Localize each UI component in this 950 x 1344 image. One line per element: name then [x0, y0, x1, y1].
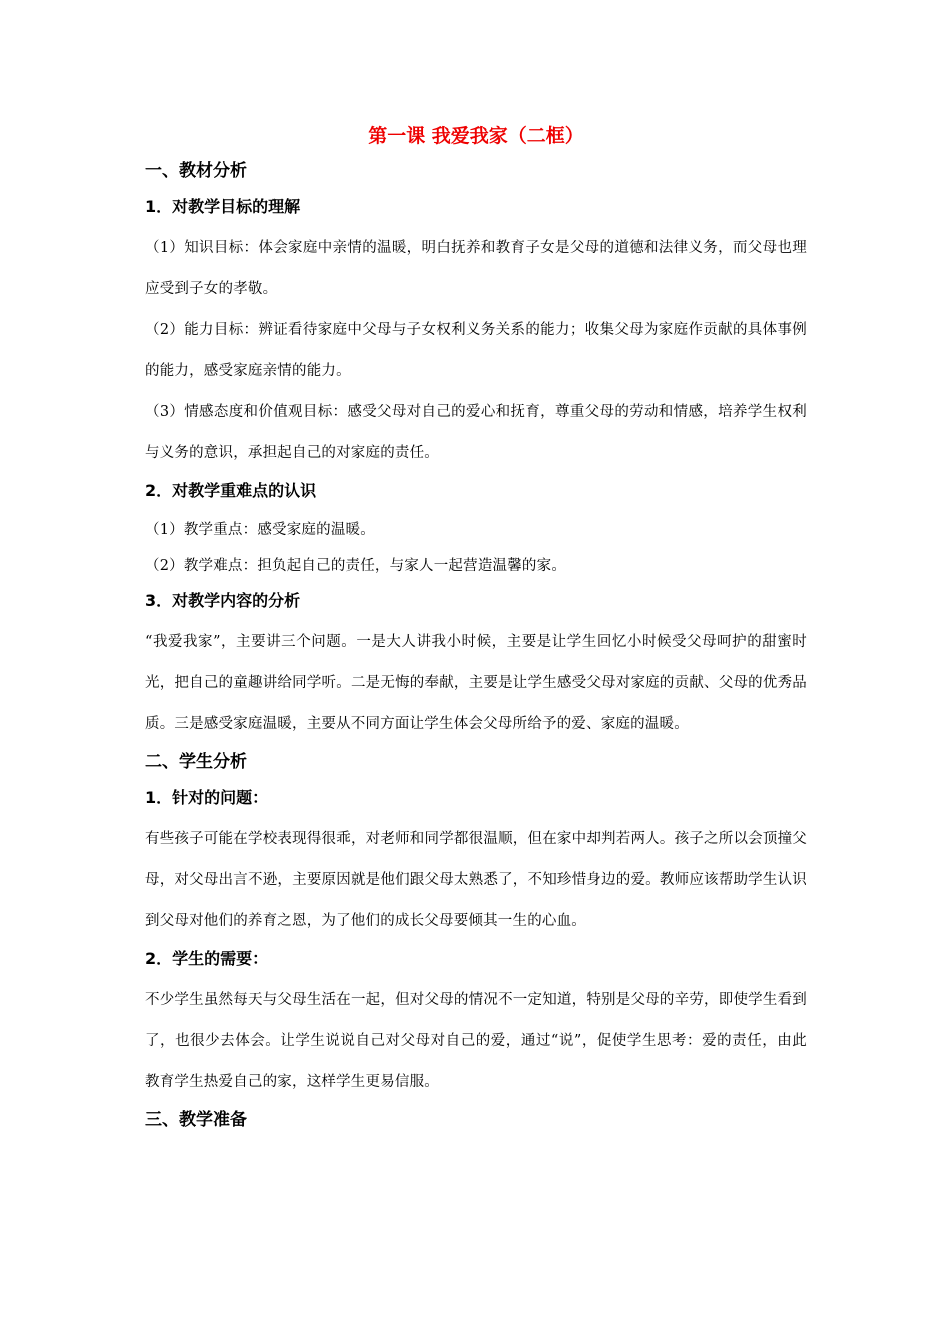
key-point: （1）教学重点：感受家庭的温暖。	[145, 522, 375, 538]
subheading-targeted-problems: 1．针对的问题：	[145, 788, 269, 807]
goal-knowledge: （1）知识目标：体会家庭中亲情的温暖，明白抚养和教育子女是父母的道德和法律义务，而父母也理应受到子女的孝敬。	[145, 240, 807, 297]
section-heading-teaching-preparation: 三、教学准备	[145, 1110, 247, 1130]
difficult-point: （2）教学难点：担负起自己的责任，与家人一起营造温馨的家。	[145, 558, 567, 574]
content-analysis-text: “我爱我家”，主要讲三个问题。一是大人讲我小时候，主要是让学生回忆小时候受父母呵护的甜蜜时光，把自己的童趣讲给同学听。二是无悔的奉献，主要是让学生感受父母对家庭的贡献、父母的优秀品质。三是感受家庭温暖，主要从不同方面让学生体会父母所给予的爱、家庭的温暖。	[145, 634, 807, 732]
goal-emotion-values: （3）情感态度和价值观目标：感受父母对自己的爱心和抚育，尊重父母的劳动和情感，培养学生权利与义务的意识，承担起自己的对家庭的责任。	[145, 404, 807, 461]
subheading-content-analysis: 3．对教学内容的分析	[145, 591, 301, 610]
section-heading-textbook-analysis: 一、教材分析	[145, 161, 247, 181]
targeted-problems-text: 有些孩子可能在学校表现得很乖，对老师和同学都很温顺，但在家中却判若两人。孩子之所以会顶撞父母，对父母出言不逊，主要原因就是他们跟父母太熟悉了，不知珍惜身边的爱。教师应该帮助学生认识到父母对他们的养育之恩，为了他们的成长父母要倾其一生的心血。	[145, 831, 807, 929]
document-content	[145, 120, 807, 1143]
section-heading-student-analysis: 二、学生分析	[145, 752, 247, 772]
subheading-student-needs: 2．学生的需要：	[145, 949, 269, 968]
subheading-key-difficult-points: 2．对教学重难点的认识	[145, 481, 317, 500]
document-title: 第一课 我爱我家（二框）	[368, 125, 584, 147]
goal-ability: （2）能力目标：辨证看待家庭中父母与子女权利义务关系的能力；收集父母为家庭作贡献的具体事例的能力，感受家庭亲情的能力。	[145, 322, 807, 379]
subheading-teaching-goals: 1．对教学目标的理解	[145, 197, 301, 216]
student-needs-text: 不少学生虽然每天与父母生活在一起，但对父母的情况不一定知道，特别是父母的辛劳，即使学生看到了，也很少去体会。让学生说说自己对父母对自己的爱，通过“说”，促使学生思考：爱的责任，由此教育学生热爱自己的家，这样学生更易信服。	[145, 992, 807, 1090]
